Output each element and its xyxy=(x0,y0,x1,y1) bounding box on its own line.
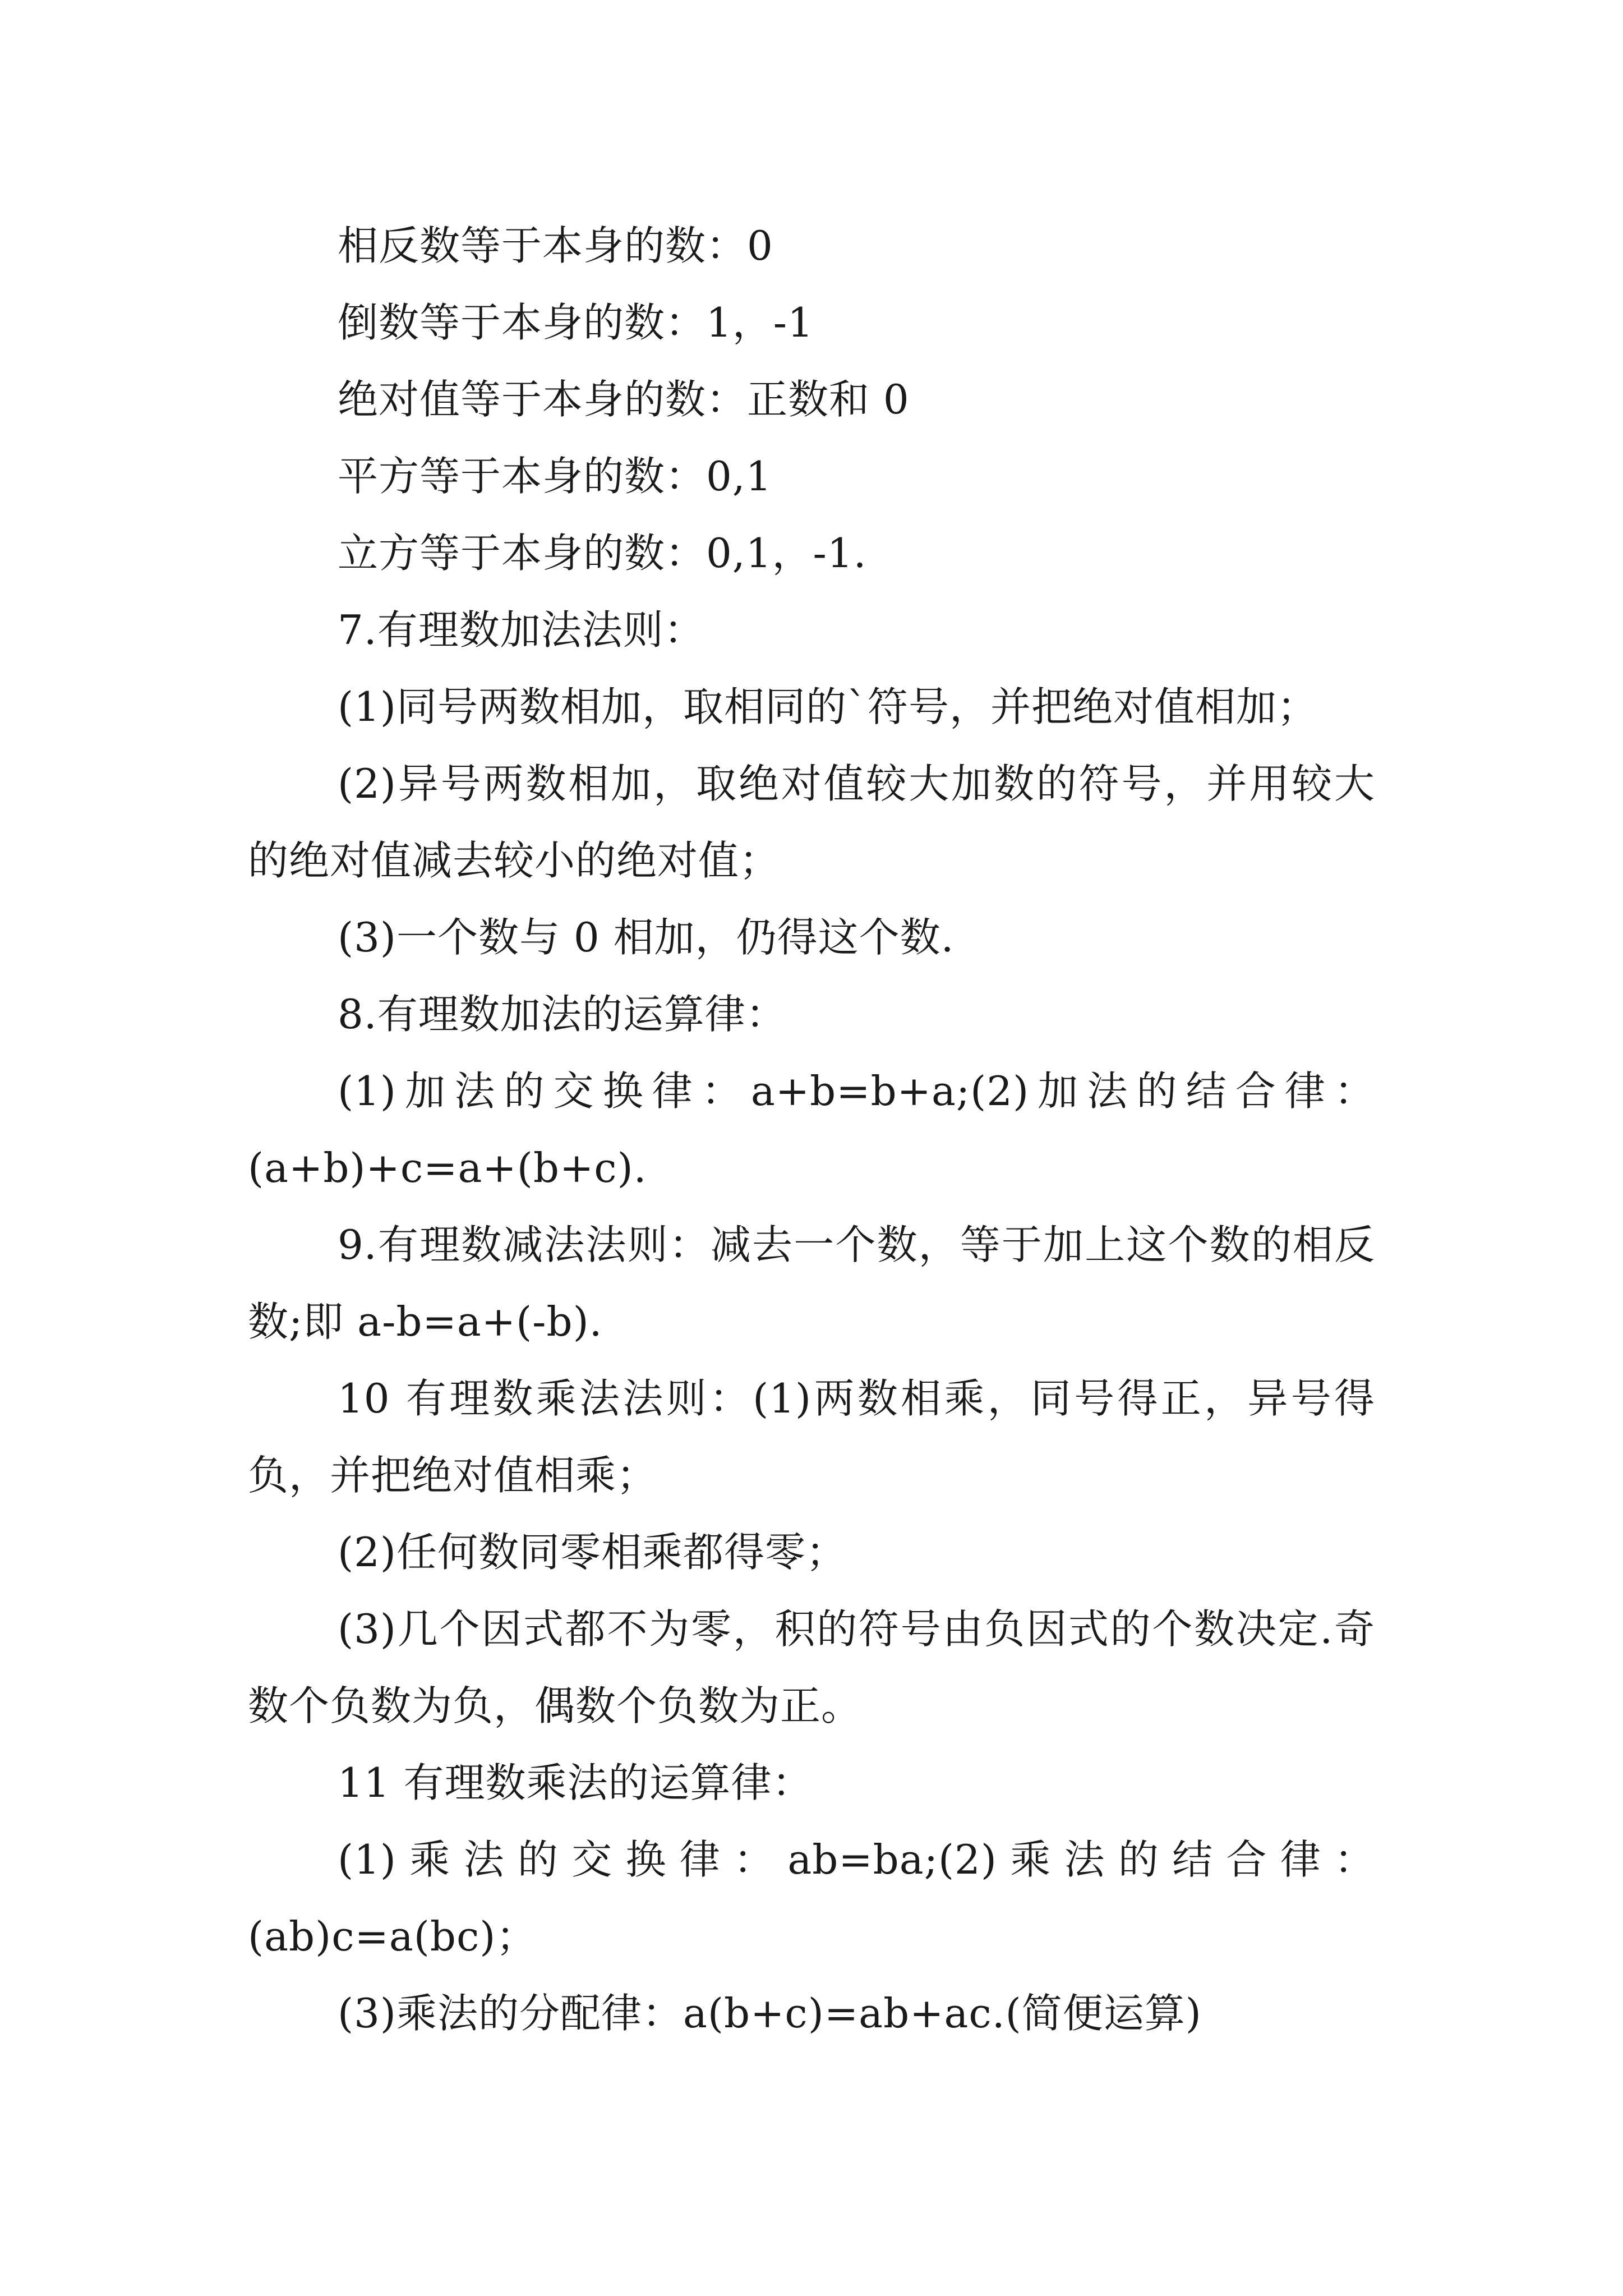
paragraph-reciprocal: 倒数等于本身的数：1，-1 xyxy=(338,299,814,346)
paragraph-cube: 立方等于本身的数：0,1，-1. xyxy=(338,530,867,577)
paragraph-addition-laws-heading: 8.有理数加法的运算律： xyxy=(338,991,787,1038)
document-body xyxy=(248,208,1375,2052)
paragraph-addition-laws: (1)加法的交换律：a+b=b+a;(2)加法的结合律：(a+b)+c=a+(b+c). xyxy=(248,1068,1375,1191)
paragraph-multiplication-rule-2: (2)任何数同零相乘都得零； xyxy=(338,1529,847,1576)
paragraph-addition-rule-heading: 7.有理数加法法则： xyxy=(338,606,705,654)
paragraph-multiplication-rule-1: 10 有理数乘法法则：(1)两数相乘，同号得正，异号得负，并把绝对值相乘； xyxy=(248,1375,1375,1499)
paragraph-multiplication-laws: (1)乘法的交换律：ab=ba;(2)乘法的结合律：(ab)c=a(bc)； xyxy=(248,1836,1375,1960)
paragraph-multiplication-rule-3: (3)几个因式都不为零，积的符号由负因式的个数决定.奇数个负数为负，偶数个负数为正。 xyxy=(248,1605,1375,1729)
paragraph-subtraction-rule: 9.有理数减法法则：减去一个数，等于加上这个数的相反数;即 a-b=a+(-b). xyxy=(248,1221,1375,1345)
paragraph-multiplication-laws-heading: 11 有理数乘法的运算律： xyxy=(338,1759,813,1806)
paragraph-addition-rule-1: (1)同号两数相加，取相同的`符号，并把绝对值相加； xyxy=(338,683,1318,730)
paragraph-absolute-value: 绝对值等于本身的数：正数和 0 xyxy=(338,376,910,423)
paragraph-distributive-law: (3)乘法的分配律：a(b+c)=ab+ac.(简便运算) xyxy=(338,1990,1202,2037)
paragraph-square: 平方等于本身的数：0,1 xyxy=(338,453,772,500)
paragraph-addition-rule-3: (3)一个数与 0 相加，仍得这个数. xyxy=(338,914,955,961)
paragraph-addition-rule-2: (2)异号两数相加，取绝对值较大加数的符号，并用较大的绝对值减去较小的绝对值； xyxy=(248,760,1375,884)
paragraph-opposite-number: 相反数等于本身的数：0 xyxy=(338,222,773,269)
